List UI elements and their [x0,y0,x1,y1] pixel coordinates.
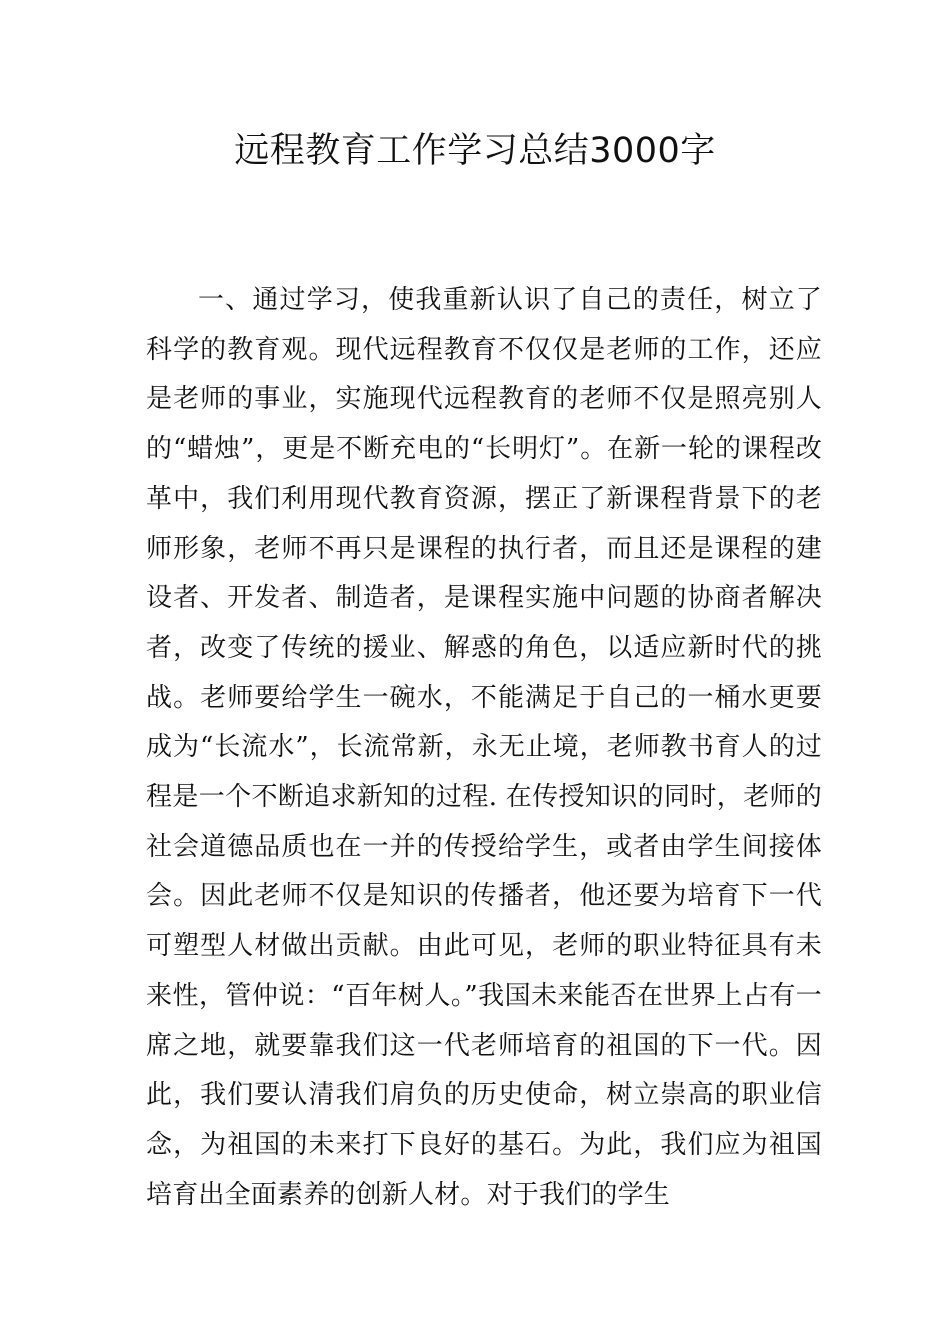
document-title: 远程教育工作学习总结3000字 [234,131,716,171]
body-paragraph: 一、通过学习，使我重新认识了自己的责任，树立了科学的教育观。现代远程教育不仅仅是老师的工作，还应是老师的事业，实施现代远程教育的老师不仅是照亮别人的“蜡烛”，更是不断充电的“长明灯”。在新一轮的课程改革中，我们利用现代教育资源，摆正了新课程背景下的老师形象，老师不再只是课程的执行者，而且还是课程的建设者、开发者、制造者，是课程实施中问题的协商者解决者，改变了传统的援业、解惑的角色，以适应新时代的挑战。老师要给学生一碗水，不能满足于自己的一桶水更要成为“长流水”，长流常新，永无止境，老师教书育人的过程是一个不断追求新知的过程. 在传授知识的同时，老师的社会道德品质也在一并的传授给学生，或者由学生间接体会。因此老师不仅是知识的传播者，他还要为培育下一代可塑型人材做出贡献。由此可见，老师的职业特征具有未来性，管仲说：“百年树人。”我国未来能否在世界上占有一席之地，就要靠我们这一代老师培育的祖国的下一代。因此，我们要认清我们肩负的历史使命，树立崇高的职业信念，为祖国的未来打下良好的基石。为此，我们应为祖国培育出全面素养的创新人材。对于我们的学生 [146,285,822,1210]
